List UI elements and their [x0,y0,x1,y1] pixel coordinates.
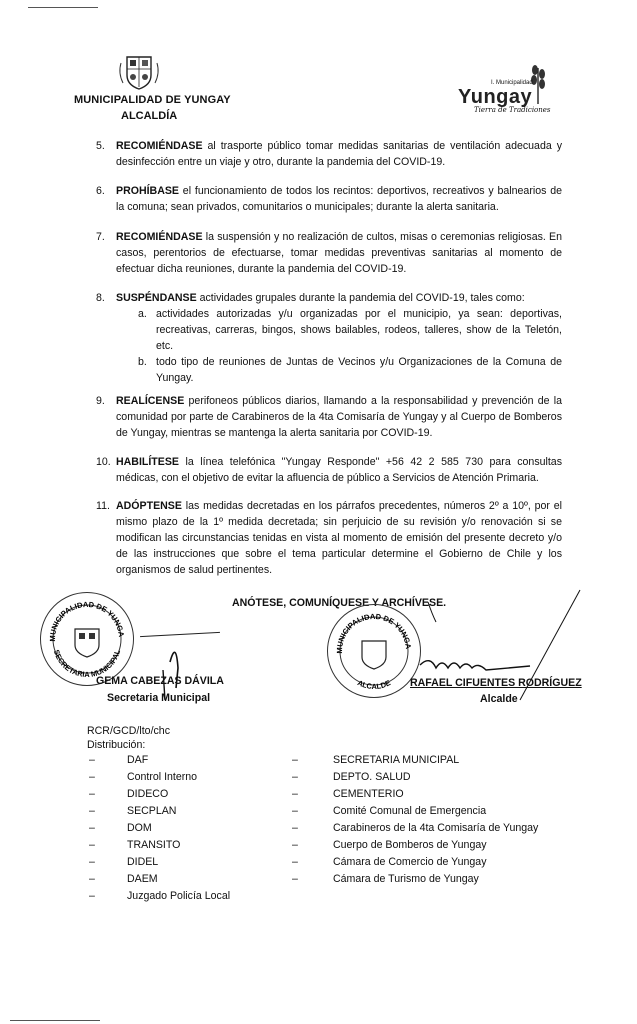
subitem-text: todo tipo de reuniones de Juntas de Vecinos y/u Organizaciones de la Comuna de Yungay. [156,356,562,384]
dash: – [292,856,298,868]
office-name: ALCALDÍA [121,110,178,122]
alcaldia-seal [327,604,421,698]
item-keyword: RECOMIÉNDASE [116,231,203,243]
recipient: Cámara de Comercio de Yungay [333,856,487,868]
seal-emblem-icon [41,593,133,685]
recipient: Cuerpo de Bomberos de Yungay [333,839,487,851]
subitem-text: actividades autorizadas y/u organizadas por el municipio, ya sean: deportivas, recreativas, carreras, bingos, shows bailables, rodeos, talleres, show de la Teletón, etc. [156,308,562,352]
item-number: 10. [96,456,111,468]
item-text: la línea telefónica "Yungay Responde" +56 42 2 585 730 para consultas médicas, con el objetivo de evitar la afluencia de público a Servicios de Atención Primaria. [116,456,562,484]
reference-initials: RCR/GCD/lto/chc [87,725,170,737]
item-keyword: REALÍCENSE [116,395,185,407]
logo-main-text: Yungay [458,86,533,108]
logo-tagline: Tierra de Tradiciones [474,106,551,114]
item-number: 7. [96,231,105,243]
dash: – [89,754,95,766]
recipient: DOM [127,822,152,834]
recipient: SECPLAN [127,805,177,817]
recipient: SECRETARIA MUNICIPAL [333,754,460,766]
recipient: Cámara de Turismo de Yungay [333,873,479,885]
recipient: DAEM [127,873,158,885]
item-keyword: SUSPÉNDANSE [116,292,197,304]
dash: – [292,822,298,834]
recipient: Control Interno [127,771,198,783]
top-rule [28,7,98,8]
dash: – [292,805,298,817]
seal-bottom-text: ALCALDE [355,678,393,692]
item-number: 6. [96,185,105,197]
mayor-role: Alcalde [480,693,518,705]
recipient: DAF [127,754,149,766]
dash: – [89,771,95,783]
secretary-name: GEMA CABEZAS DÁVILA [96,675,224,687]
subitem-letter: a. [138,308,147,320]
recipient: Comité Comunal de Emergencia [333,805,487,817]
item-number: 8. [96,292,105,304]
dash: – [89,839,95,851]
item-text: el funcionamiento de todos los recintos: deportivos, recreativos y balnearios de la comuna; sean privados, comunitarios o municipales; durante la alerta sanitaria. [116,185,562,213]
dash: – [89,856,95,868]
recipient: DIDEL [127,856,159,868]
item-number: 9. [96,395,105,407]
logo-small-text: I. Municipalidad [491,80,533,86]
item-text: actividades grupales durante la pandemia del COVID-19, tales como: [196,292,525,304]
distribution-label: Distribución: [87,739,146,751]
dash: – [292,839,298,851]
signature-line [140,632,220,637]
municipal-crest-icon [117,53,161,91]
bottom-rule [10,1020,100,1021]
dash: – [89,822,95,834]
svg-text:MUNICIPALIDAD DE YUNGAY [328,605,413,654]
seal-bottom-text: SECRETARIA MUNICIPAL [51,648,123,680]
seal-emblem-icon [328,605,420,697]
seal-top-text: MUNICIPALIDAD DE YUNGA [47,599,126,642]
closing-formula: ANÓTESE, COMUNÍQUESE Y ARCHÍVESE. [232,597,447,609]
item-text: la suspensión y no realización de cultos, misas o ceremonias religiosas. En casos, perentorios de efectuarse, tomar medidas preventivas sanitarias al momento de efectuar dicha reuniones, durante la pandemia del COVID-19. [116,231,562,275]
item-text: perifoneos públicos diarios, llamando a la responsabilidad y prevención de la comunidad por parte de Carabineros de la 4ta Comisaría de Yungay y al Cuerpo de Bomberos de Yungay, mientras se mantenga la alerta sanitaria por COVID-19. [116,395,562,439]
dash: – [89,890,95,902]
secretary-role: Secretaria Municipal [107,692,211,704]
item-text: las medidas decretadas en los párrafos precedentes, números 2º a 10º, por el mismo plazo de la 1º medida decretada; sin perjuicio de su revisión y/o renovación si se modifican las circunstancias tenidas en vista al momento de emisión del presente decreto y/o de las instrucciones que sobre el tema particular determine el Gobierno de Chile y los organismos de salud pertinentes. [116,500,562,576]
item-number: 11. [96,500,110,512]
dash: – [292,873,298,885]
dash: – [89,788,95,800]
mayor-name: RAFAEL CIFUENTES RODRÍGUEZ [410,677,582,689]
secretaria-seal [40,592,134,686]
recipient: Carabineros de la 4ta Comisaría de Yungay [333,822,539,834]
recipient: DIDECO [127,788,169,800]
svg-text:ALCALDE [356,678,392,691]
recipient: CEMENTERIO [333,788,404,800]
seal-top-text: MUNICIPALIDAD DE YUNGA [334,611,413,654]
recipient: DEPTO. SALUD [333,771,411,783]
item-keyword: HABILÍTESE [116,456,179,468]
item-keyword: ADÓPTENSE [116,500,182,512]
dash: – [292,754,298,766]
right-signature-stroke [420,661,530,670]
subitem-letter: b. [138,356,147,368]
dash: – [292,788,298,800]
recipient: TRANSITO [127,839,181,851]
item-keyword: PROHÍBASE [116,185,179,197]
dash: – [89,873,95,885]
item-number: 5. [96,140,105,152]
dash: – [89,805,95,817]
dash: – [292,771,298,783]
municipality-name: MUNICIPALIDAD DE YUNGAY [74,94,231,106]
item-text: al trasporte público tomar medidas sanitarias de ventilación adecuada y desinfección entre un viaje y otro, durante la pandemia del COVID-19. [116,140,562,168]
recipient: Juzgado Policía Local [127,890,231,902]
item-keyword: RECOMIÉNDASE [116,140,203,152]
